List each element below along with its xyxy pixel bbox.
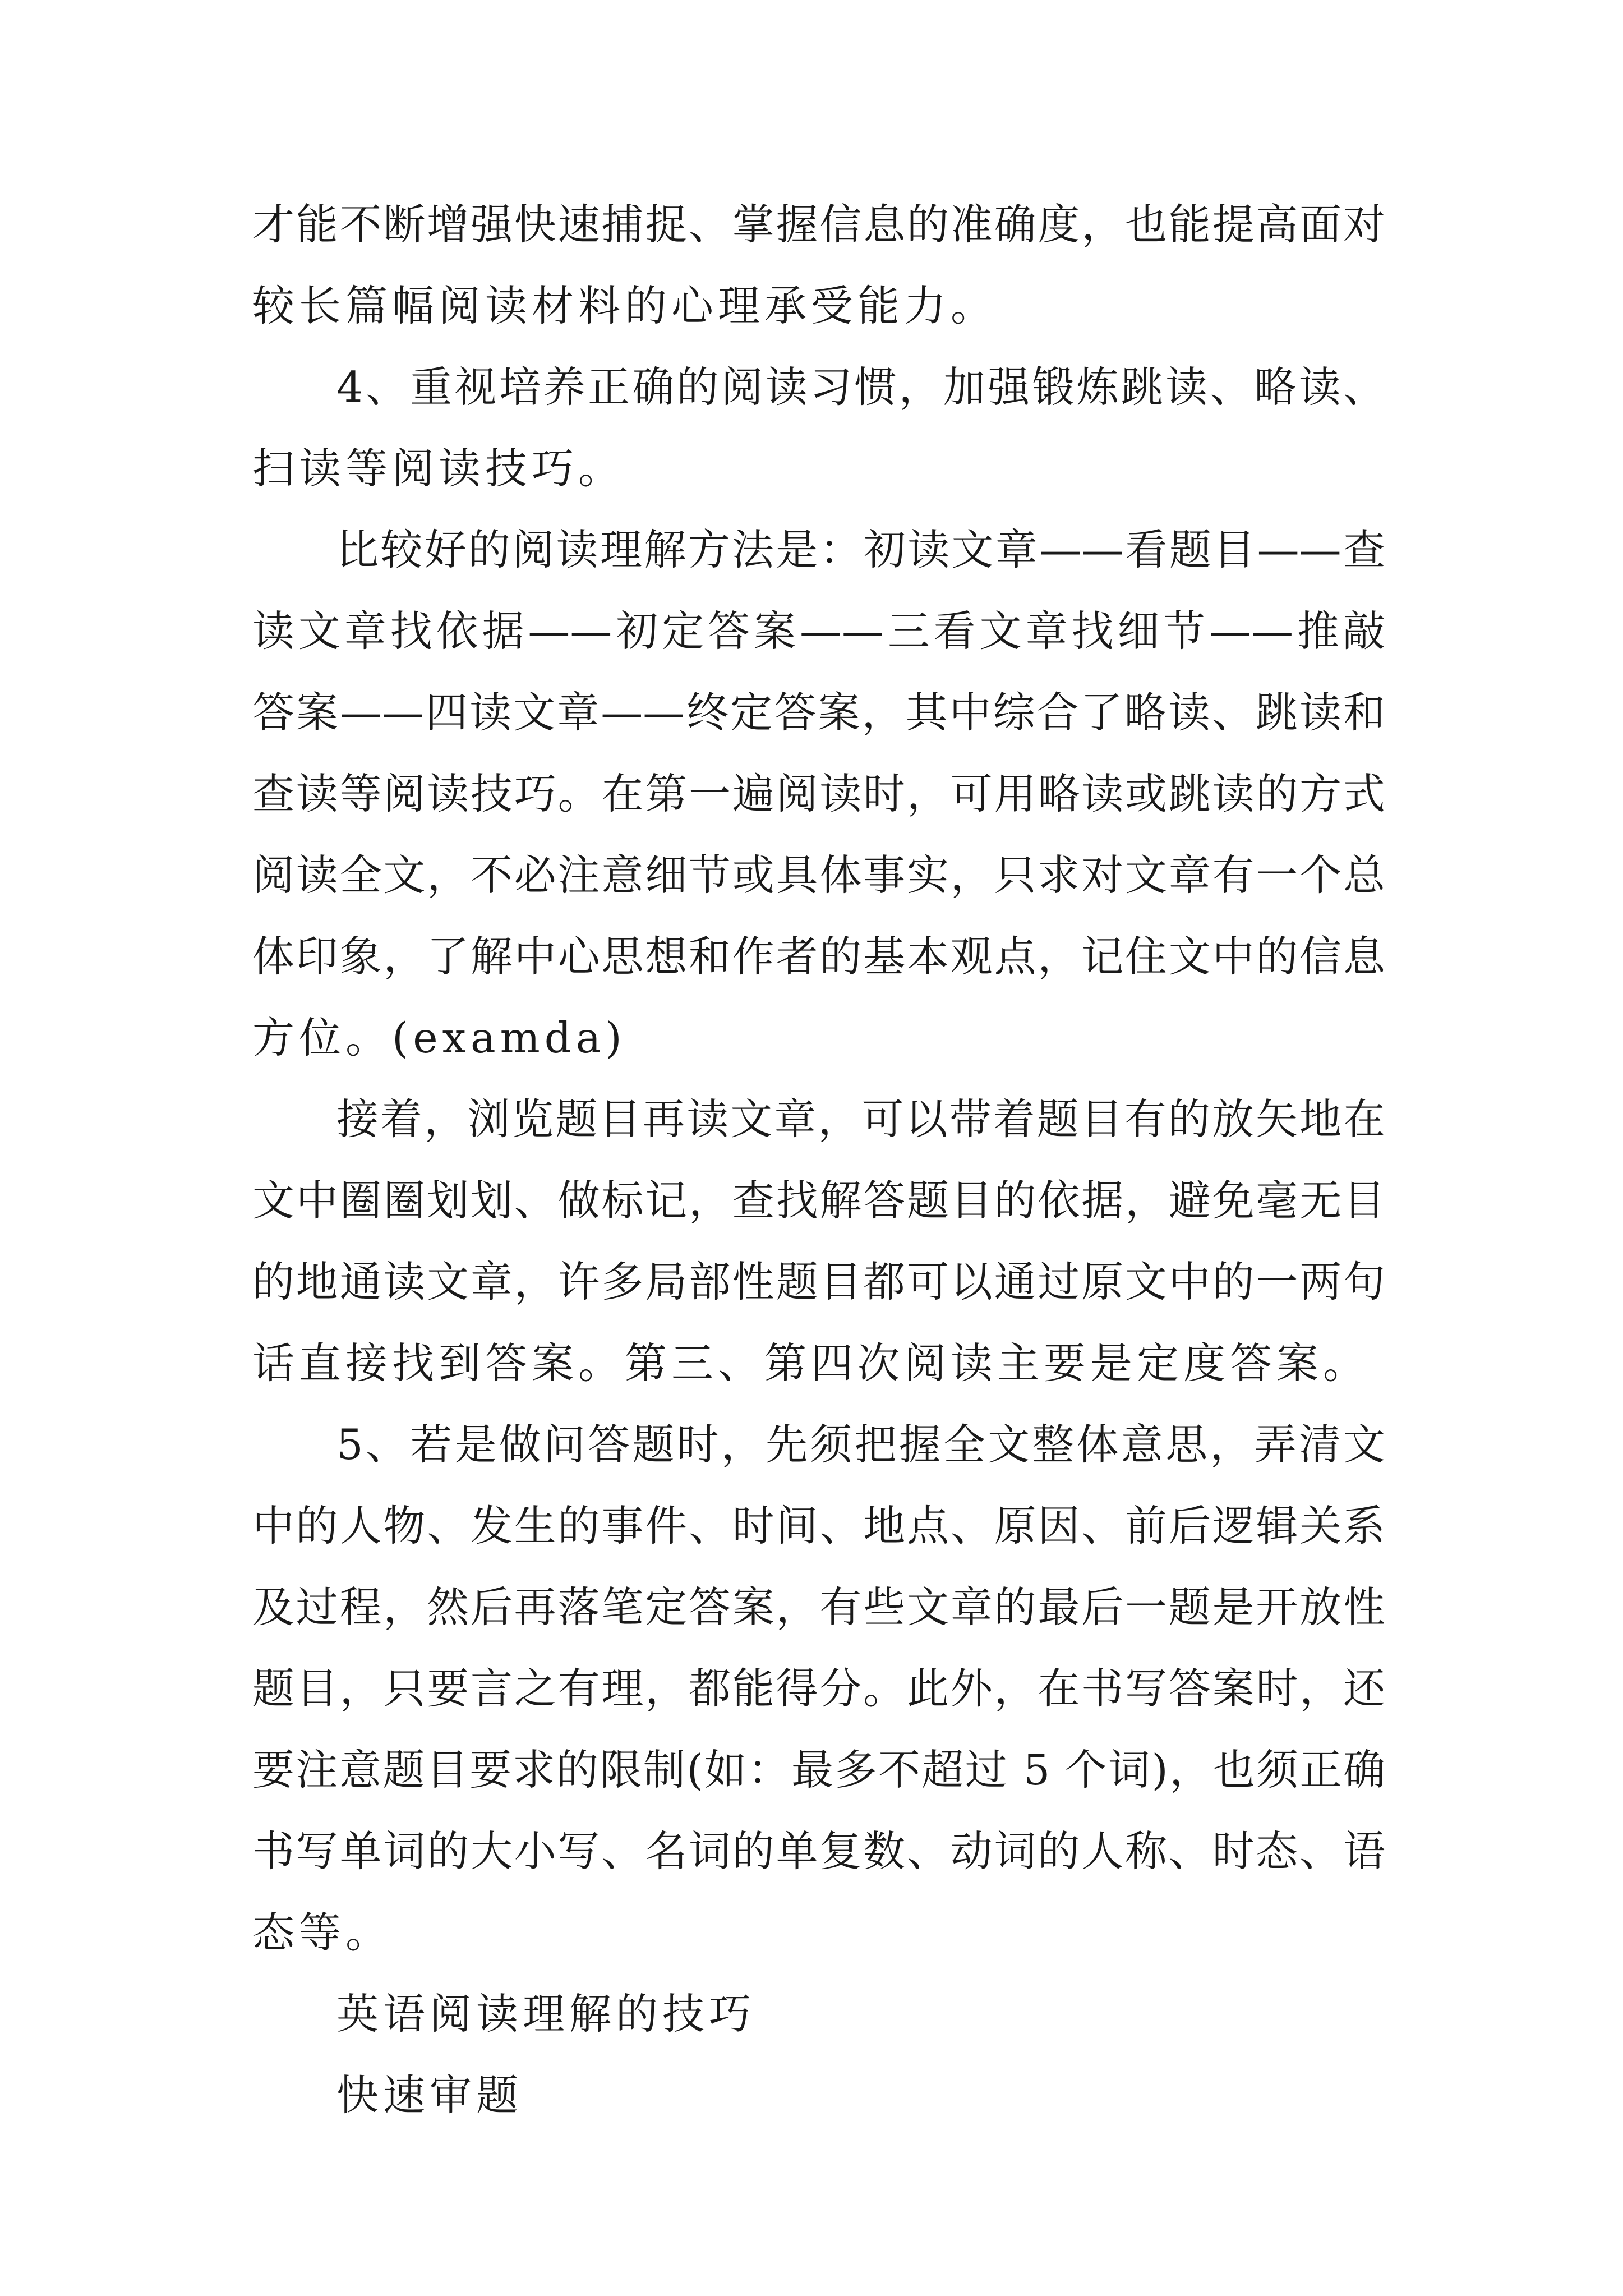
text-line: 阅读全文，不必注意细节或具体事实，只求对文章有一个总 [252,850,1385,900]
text-line: 的地通读文章，许多局部性题目都可以通过原文中的一两句 [252,1257,1385,1306]
text-line: 方位。(examda) [252,1013,626,1062]
text-line: 要注意题目要求的限制(如：最多不超过 5 个词)，也须正确 [252,1745,1385,1795]
text-line: 中的人物、发生的事件、时间、地点、原因、前后逻辑关系 [252,1501,1385,1550]
section-heading: 英语阅读理解的技巧 [336,1989,756,2039]
text-line: 较长篇幅阅读材料的心理承受能力。 [252,281,998,330]
text-line: 接着，浏览题目再读文章，可以带着题目有的放矢地在 [336,1094,1385,1144]
text-line: 文中圈圈划划、做标记，查找解答题目的依据，避免毫无目 [252,1176,1385,1225]
text-line: 书写单词的大小写、名词的单复数、动词的人称、时态、语 [252,1826,1385,1876]
text-line: 答案——四读文章——终定答案，其中综合了略读、跳读和 [252,688,1385,737]
section-heading: 快速审题 [336,2070,523,2120]
text-line: 5、若是做问答题时，先须把握全文整体意思，弄清文 [336,1420,1385,1469]
text-line: 及过程，然后再落笔定答案，有些文章的最后一题是开放性 [252,1582,1385,1632]
text-line: 话直接找到答案。第三、第四次阅读主要是定度答案。 [252,1338,1370,1388]
text-line: 比较好的阅读理解方法是：初读文章——看题目——查 [336,525,1385,574]
text-line: 扫读等阅读技巧。 [252,444,625,493]
text-line: 态等。 [252,1908,393,1957]
text-line: 才能不断增强快速捕捉、掌握信息的准确度，也能提高面对 [252,200,1385,249]
text-line: 读文章找依据——初定答案——三看文章找细节——推敲 [252,606,1385,656]
text-line: 4、重视培养正确的阅读习惯，加强锻炼跳读、略读、 [336,362,1385,412]
text-line: 题目，只要言之有理，都能得分。此外，在书写答案时，还 [252,1664,1385,1713]
text-line: 查读等阅读技巧。在第一遍阅读时，可用略读或跳读的方式 [252,769,1385,818]
text-line: 体印象，了解中心思想和作者的基本观点，记住文中的信息 [252,932,1385,981]
